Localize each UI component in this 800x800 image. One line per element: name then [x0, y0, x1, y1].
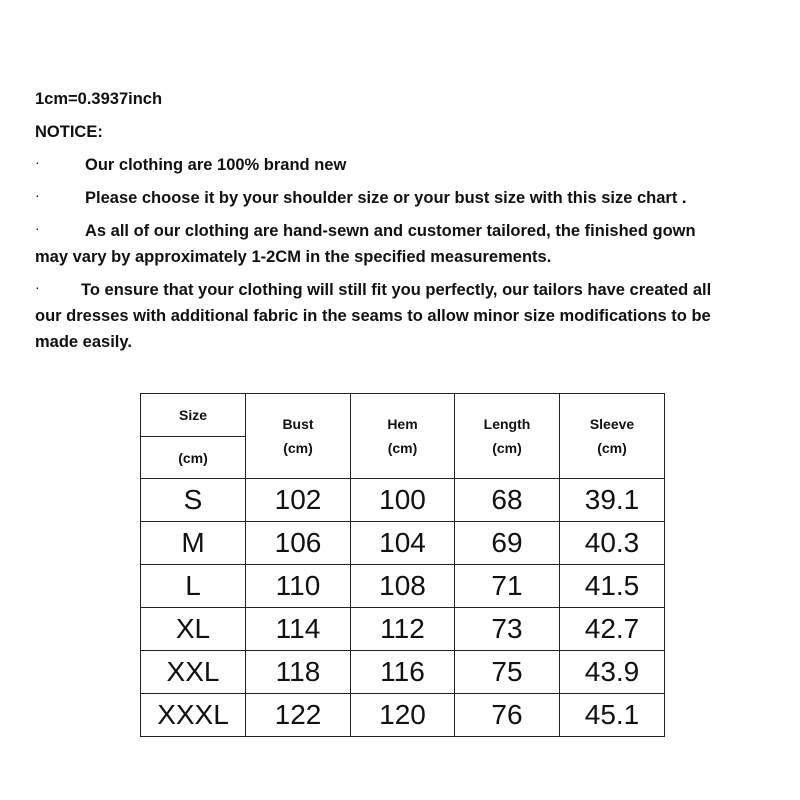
cell-hem: 104	[351, 522, 455, 565]
notice-text-3b: may vary by approximately 1-2CM in the specified measurements.	[35, 248, 552, 266]
notice-heading: NOTICE:	[35, 123, 103, 141]
cell-length: 76	[455, 694, 560, 737]
notice-item-1	[35, 152, 770, 178]
column-header-name: Length	[483, 416, 531, 432]
cell-bust: 118	[246, 651, 351, 694]
cell-size: S	[141, 479, 246, 522]
column-header-bust	[246, 394, 351, 479]
column-header-name: Hem	[387, 416, 418, 432]
cell-length: 75	[455, 651, 560, 694]
cell-size: XXL	[141, 651, 246, 694]
column-header-name: Bust	[282, 416, 314, 432]
cell-hem: 100	[351, 479, 455, 522]
cell-bust: 110	[246, 565, 351, 608]
cell-bust: 106	[246, 522, 351, 565]
notice-text-4c: made easily.	[35, 333, 132, 351]
column-header-length	[455, 394, 560, 479]
notice-item-2	[35, 185, 770, 211]
cell-sleeve: 42.7	[560, 608, 665, 651]
cell-size: XXXL	[141, 694, 246, 737]
column-header-unit: (cm)	[387, 440, 418, 456]
cell-sleeve: 45.1	[560, 694, 665, 737]
column-header-hem	[351, 394, 455, 479]
column-header-name: Sleeve	[589, 416, 635, 432]
cell-size: M	[141, 522, 246, 565]
cell-bust: 114	[246, 608, 351, 651]
cell-sleeve: 41.5	[560, 565, 665, 608]
notice-text-4b: our dresses with additional fabric in the seams to allow minor size modifications to be	[35, 307, 711, 325]
column-header-unit: (cm)	[597, 440, 627, 456]
table-row	[141, 565, 665, 608]
cell-size: XL	[141, 608, 246, 651]
notice-text-2: Please choose it by your shoulder size or your bust size with this size chart .	[85, 189, 687, 207]
cell-hem: 120	[351, 694, 455, 737]
cell-bust: 102	[246, 479, 351, 522]
cell-sleeve: 39.1	[560, 479, 665, 522]
column-header-sleeve	[560, 394, 665, 479]
cell-size: L	[141, 565, 246, 608]
notice-section	[35, 86, 770, 355]
size-header: Size	[141, 394, 246, 437]
table-row	[141, 694, 665, 737]
table-row	[141, 608, 665, 651]
bullet-dot: ·	[35, 279, 40, 295]
column-header-unit: (cm)	[283, 440, 313, 456]
cell-hem: 108	[351, 565, 455, 608]
table-row	[141, 479, 665, 522]
cell-sleeve: 43.9	[560, 651, 665, 694]
size-header-unit: (cm)	[141, 437, 246, 479]
cell-length: 69	[455, 522, 560, 565]
cell-bust: 122	[246, 694, 351, 737]
cell-hem: 112	[351, 608, 455, 651]
table-row	[141, 522, 665, 565]
notice-item-4	[35, 277, 770, 303]
notice-item-3	[35, 218, 770, 244]
cell-hem: 116	[351, 651, 455, 694]
cell-length: 71	[455, 565, 560, 608]
cell-length: 68	[455, 479, 560, 522]
bullet-dot: ·	[35, 187, 40, 203]
column-header-unit: (cm)	[492, 440, 522, 456]
bullet-dot: ·	[35, 220, 40, 236]
notice-text-3a: As all of our clothing are hand-sewn and customer tailored, the finished gown	[85, 222, 696, 240]
size-chart-table	[140, 393, 665, 737]
cell-length: 73	[455, 608, 560, 651]
table-row	[141, 651, 665, 694]
cell-sleeve: 40.3	[560, 522, 665, 565]
notice-text-4a: To ensure that your clothing will still fit you perfectly, our tailors have created all	[81, 281, 712, 299]
bullet-dot: ·	[35, 154, 40, 170]
unit-conversion: 1cm=0.3937inch	[35, 90, 163, 108]
notice-text-1: Our clothing are 100% brand new	[85, 156, 347, 174]
